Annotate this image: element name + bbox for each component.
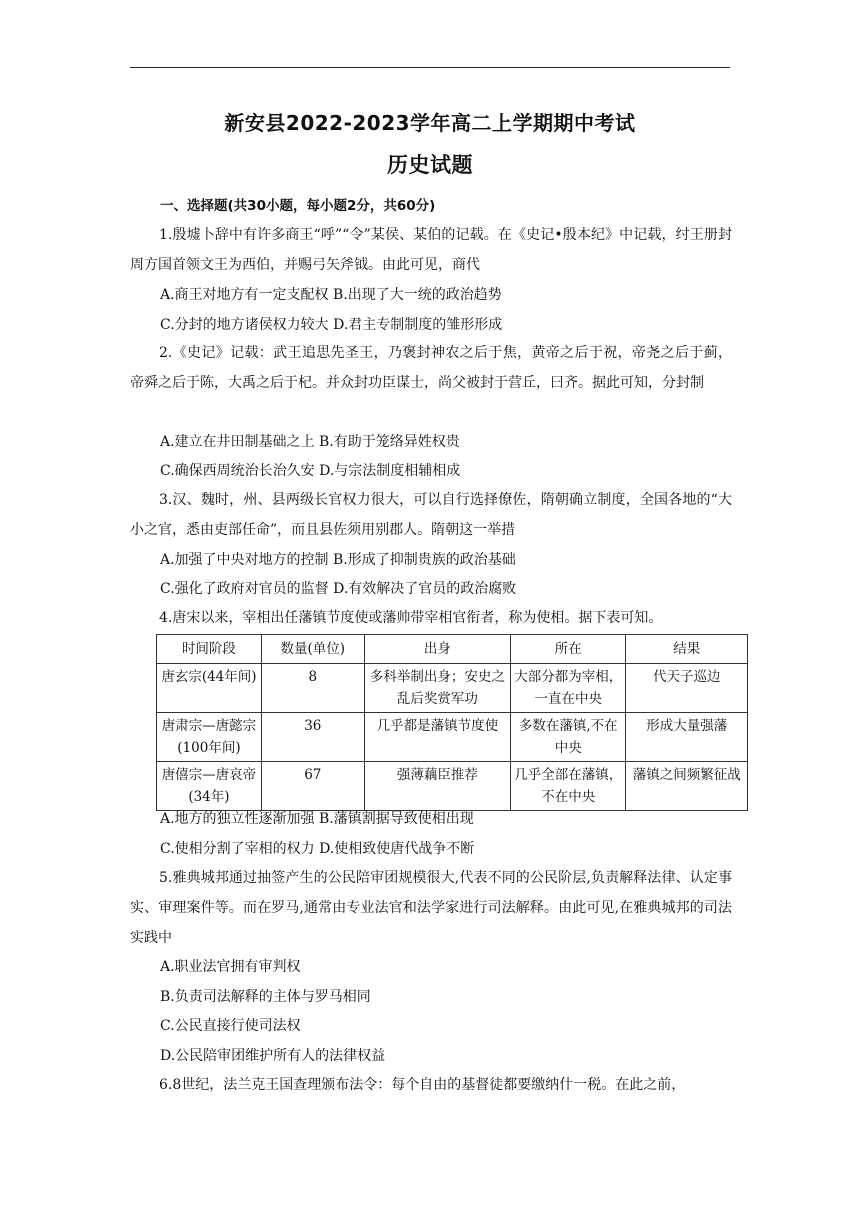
table-cell: 多科举制出身；安史之乱后奖赏军功 xyxy=(364,664,510,713)
header-rule xyxy=(130,67,730,68)
exam-title: 新安县2022-2023学年高二上学期期中考试 xyxy=(224,111,636,135)
table-cell: 几乎全部在藩镇，不在中央 xyxy=(511,762,626,811)
table-cell: 代天子巡边 xyxy=(626,664,748,713)
q2-stem: 2.《史记》记载：武王追思先圣王，乃褒封神农之后于焦，黄帝之后于祝，帝尧之后于蓟，帝舜之后于陈，大禹之后于杞。并众封功臣谋士，尚父被封于营丘，曰齐。据此可知，分封制 xyxy=(130,345,732,391)
table-header-cell: 结果 xyxy=(626,635,748,664)
table-cell: 形成大量强藩 xyxy=(626,713,748,762)
q1-options-ab: A.商王对地方有一定支配权 B.出现了大一统的政治趋势 xyxy=(160,287,502,303)
table-cell: 大部分都为宰相，一直在中央 xyxy=(511,664,626,713)
table-cell: 几乎都是藩镇节度使 xyxy=(364,713,510,762)
table-row xyxy=(157,664,748,713)
table-cell: 唐肃宗—唐懿宗(100年间) xyxy=(157,713,262,762)
q2-options-cd: C.确保西周统治长治久安 D.与宗法制度相辅相成 xyxy=(160,463,461,479)
table-cell: 唐僖宗—唐哀帝(34年) xyxy=(157,762,262,811)
q5-option-c: C.公民直接行使司法权 xyxy=(160,1018,301,1034)
q4-options-cd: C.使相分割了宰相的权力 D.使相致使唐代战争不断 xyxy=(160,841,475,857)
q1-options-cd: C.分封的地方诸侯权力较大 D.君主专制制度的雏形形成 xyxy=(160,317,503,333)
table-cell: 多数在藩镇,不在中央 xyxy=(511,713,626,762)
table-cell: 藩镇之间频繁征战 xyxy=(626,762,748,811)
q4-options-ab: A.地方的独立性逐渐加强 B.藩镇割据导致使相出现 xyxy=(160,811,474,827)
q5-option-a: A.职业法官拥有审判权 xyxy=(160,959,301,975)
q6-stem: 6.8世纪，法兰克王国查理颁布法令：每个自由的基督徒都要缴纳什一税。在此之前， xyxy=(159,1077,686,1093)
q4-stem: 4.唐宋以来，宰相出任藩镇节度使或藩帅带宰相官衔者，称为使相。据下表可知。 xyxy=(159,610,663,626)
table-cell: 67 xyxy=(261,762,364,811)
q3-stem: 3.汉、魏时，州、县两级长官权力很大，可以自行选择僚佐，隋朝确立制度，全国各地的“大小之官，悉由吏部任命”，而且县佐须用别郡人。隋朝这一举措 xyxy=(130,492,732,538)
table-cell: 8 xyxy=(261,664,364,713)
q4-table xyxy=(156,634,748,811)
table-row xyxy=(157,713,748,762)
q5-option-b: B.负责司法解释的主体与罗马相同 xyxy=(160,989,371,1005)
table-header-cell: 时间阶段 xyxy=(157,635,262,664)
table-cell: 36 xyxy=(261,713,364,762)
table-cell: 唐玄宗(44年间) xyxy=(157,664,262,713)
table-header-cell: 所在 xyxy=(511,635,626,664)
section-heading: 一、选择题(共30小题，每小题2分，共60分) xyxy=(160,198,436,214)
table-header-row xyxy=(157,635,748,664)
q3-options-ab: A.加强了中央对地方的控制 B.形成了抑制贵族的政治基础 xyxy=(160,552,516,568)
q5-option-d: D.公民陪审团维护所有人的法律权益 xyxy=(160,1048,386,1064)
table-cell: 强薄藕臣推荐 xyxy=(364,762,510,811)
table-header-cell: 数量(单位) xyxy=(261,635,364,664)
q3-options-cd: C.强化了政府对官员的监督 D.有效解决了官员的政治腐败 xyxy=(160,581,517,597)
exam-subtitle: 历史试题 xyxy=(387,153,473,177)
q1-stem: 1.殷墟卜辞中有许多商王“呼”“令”某侯、某伯的记载。在《史记•殷本纪》中记载，纣王册封周方国首领文王为西伯，并赐弓矢斧钺。由此可见，商代 xyxy=(130,227,732,273)
q5-stem: 5.雅典城邦通过抽签产生的公民陪审团规模很大,代表不同的公民阶层,负责解释法律、认定事实、审理案件等。而在罗马,通常由专业法官和法学家进行司法解释。由此可见,在雅典城邦的司法实践中 xyxy=(130,870,732,946)
q2-options-ab: A.建立在井田制基础之上 B.有助于笼络异姓权贵 xyxy=(160,434,460,450)
table-header-cell: 出身 xyxy=(364,635,510,664)
